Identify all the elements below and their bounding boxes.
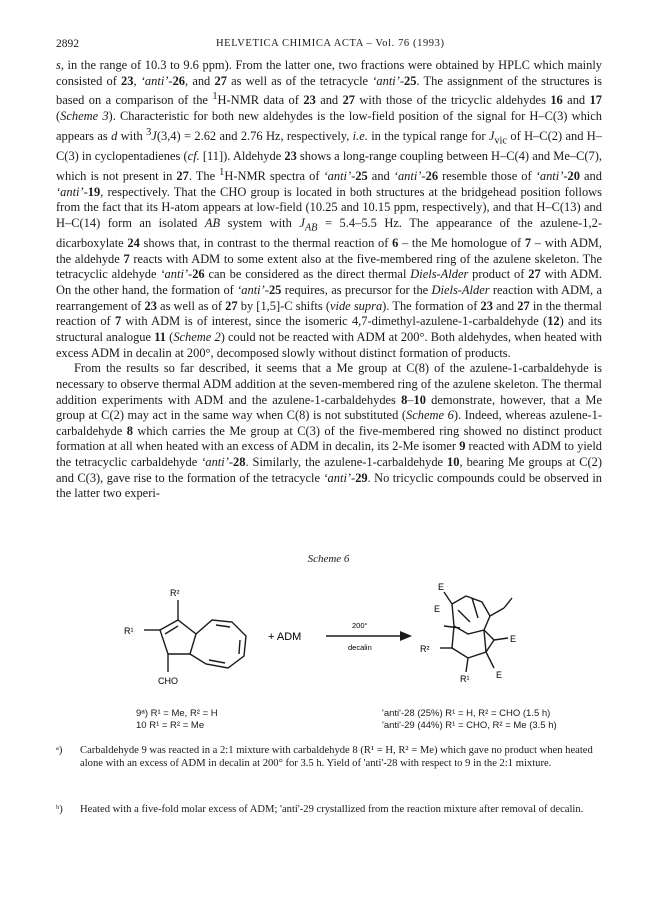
product-label-e-left: E [434, 604, 441, 614]
product-29: 'anti'-29 (44%) R¹ = CHO, R² = Me (3.5 h) [382, 720, 557, 731]
reaction-scheme-drawing [100, 568, 570, 708]
page-header [56, 38, 601, 54]
start-label-cho: CHO [158, 676, 178, 686]
paragraph-1: s, in the range of 10.3 to 9.6 ppm). From the latter one, two fractions were obtained by HPLC which mainly consisted of 23, ‘anti’-26, and 27 as well as of the tetracycle ‘anti’-25. The assignment of the structures is based on a comparison of the $^1$H-NMR data of 23 and 27 with those of the tricyclic aldehydes 16 and 17 (Scheme 3). Characteristic for both new aldehydes is the low-field position of the signal for H–C(3) which appears as d with $^3$J(3,4) = 2.62 and 2.76 Hz, respectively, i.e. in the typical range for $J_{vic}$ of H–C(2) and H–C(3) in cyclopentadienes (cf. [11]). Aldehyde 23 shows a long-range coupling between H–C(4) and Me–C(7), which is not present in 27. The $^1$H-NMR spectra of ‘anti’-25 and ‘anti’-26 resemble those of ‘anti’-20 and ‘anti’-19, respectively. That the CHO group is located in both structures at the bridgehead position follows from the fact that its H-atom appears at low-field (10.25 and 10.15 ppm, respectively), and that H–C(13) and H–C(14) form an isolated AB system with $J_{AB} = 5.4-5.5$ Hz. The appearance of the azulene-1,2-dicarboxylate 24 shows that, in contrast to the thermal reaction of 6 – the Me homologue of 7 – with ADM, the aldehyde 7 reacts with ADM to some extent also at the five-membered ring of the azulene skeleton. The tetracyclic aldehyde ‘anti’-26 can be considered as the direct thermal Diels-Alder product of 27 with ADM. On the other hand, the formation of ‘anti’-25 requires, as precursor for the Diels-Alder reaction with ADM, a rearrangement of 23 as well as of 27 by [1,5]-C shifts (vide supra). The formation of 23 and 27 in the thermal reaction of 7 with ADM is of interest, since the isomeric 4,7-dimethyl-azulene-1-carbaldehyde (12) and its structural analogue 11 (Scheme 2) could not be reacted with ADM at 200°. Both aldehydes, when heated with excess ADM in decalin at 200°, decomposed slowly without distinct formation of products. [56, 58, 603, 360]
compound-9: 9ᵃ) R¹ = Me, R² = H [136, 708, 218, 719]
product-label-r1: R¹ [460, 674, 470, 684]
start-label-r1: R¹ [124, 626, 134, 636]
footnote-b [56, 803, 602, 816]
footnote-a-text: Carbaldehyde 9 was reacted in a 2:1 mixture with carbaldehyde 8 (R¹ = H, R² = Me) which gave no product when heated alone with an excess of ADM in decalin at 200° for 3.5 h. Yield of 'anti'-28 with respect to 9 in the 2:1 mixture. [80, 745, 593, 770]
five-membered-ring [160, 620, 196, 654]
conditions-temperature: 200° [352, 621, 368, 630]
footnote-a [56, 744, 602, 770]
product-28: 'anti'-28 (25%) R¹ = H, R² = CHO (1.5 h) [382, 708, 551, 719]
compound-10: 10 R¹ = R² = Me [136, 720, 205, 731]
scheme-caption: Scheme 6 [307, 553, 350, 565]
reagent-adm: + ADM [268, 631, 302, 643]
product-label-e-top: E [438, 582, 445, 592]
starting-compounds [136, 708, 218, 732]
product-label-e-bottom: E [496, 670, 503, 680]
footnote-b-text: Heated with a five-fold molar excess of ADM; 'anti'-29 crystallized from the reaction mixture after removal of decalin. [80, 804, 584, 815]
footnote-a-marker: ᵃ) [56, 745, 63, 756]
conditions-solvent: decalin [348, 643, 372, 652]
start-label-r2: R² [170, 588, 180, 598]
body-text [56, 58, 602, 502]
product-tetracycle [440, 592, 512, 672]
footnote-b-marker: ᵇ) [56, 804, 63, 815]
page-number: 2892 [56, 38, 79, 50]
product-compounds [382, 708, 557, 732]
product-label-r2: R² [420, 644, 430, 654]
paragraph-2: From the results so far described, it seems that a Me group at C(8) of the azulene-1-carbaldehyde is necessary to observe thermal ADM addition at the seven-membered ring of the azulene skeleton. The thermal addition experiments with ADM and the azulene-1-carbaldehydes 8–10 demonstrate, however, that a Me group at C(2) may act in the same way when C(8) is not substituted (Scheme 6). Indeed, whereas azulene-1-carbaldehyde 8 which carries the Me group at C(3) of the five-membered ring showed no distinct product formation at all when heated with an excess of ADM in decalin, its 2-Me isomer 9 reacted with ADM to yield the tetracyclic carbaldehyde ‘anti’-28. Similarly, the azulene-1-carbaldehyde 10, bearing Me groups at C(2) and C(3), gave rise to the formation of the tetracycle ‘anti’-29. No tricyclic compounds could be observed in the latter two experi- [56, 361, 603, 501]
product-label-e-right: E [510, 634, 517, 644]
seven-membered-ring [190, 620, 246, 668]
journal-title: HELVETICA CHIMICA ACTA – Vol. 76 (1993) [216, 38, 445, 49]
reaction-arrow-head [400, 631, 412, 641]
scheme-6-figure [100, 568, 570, 708]
